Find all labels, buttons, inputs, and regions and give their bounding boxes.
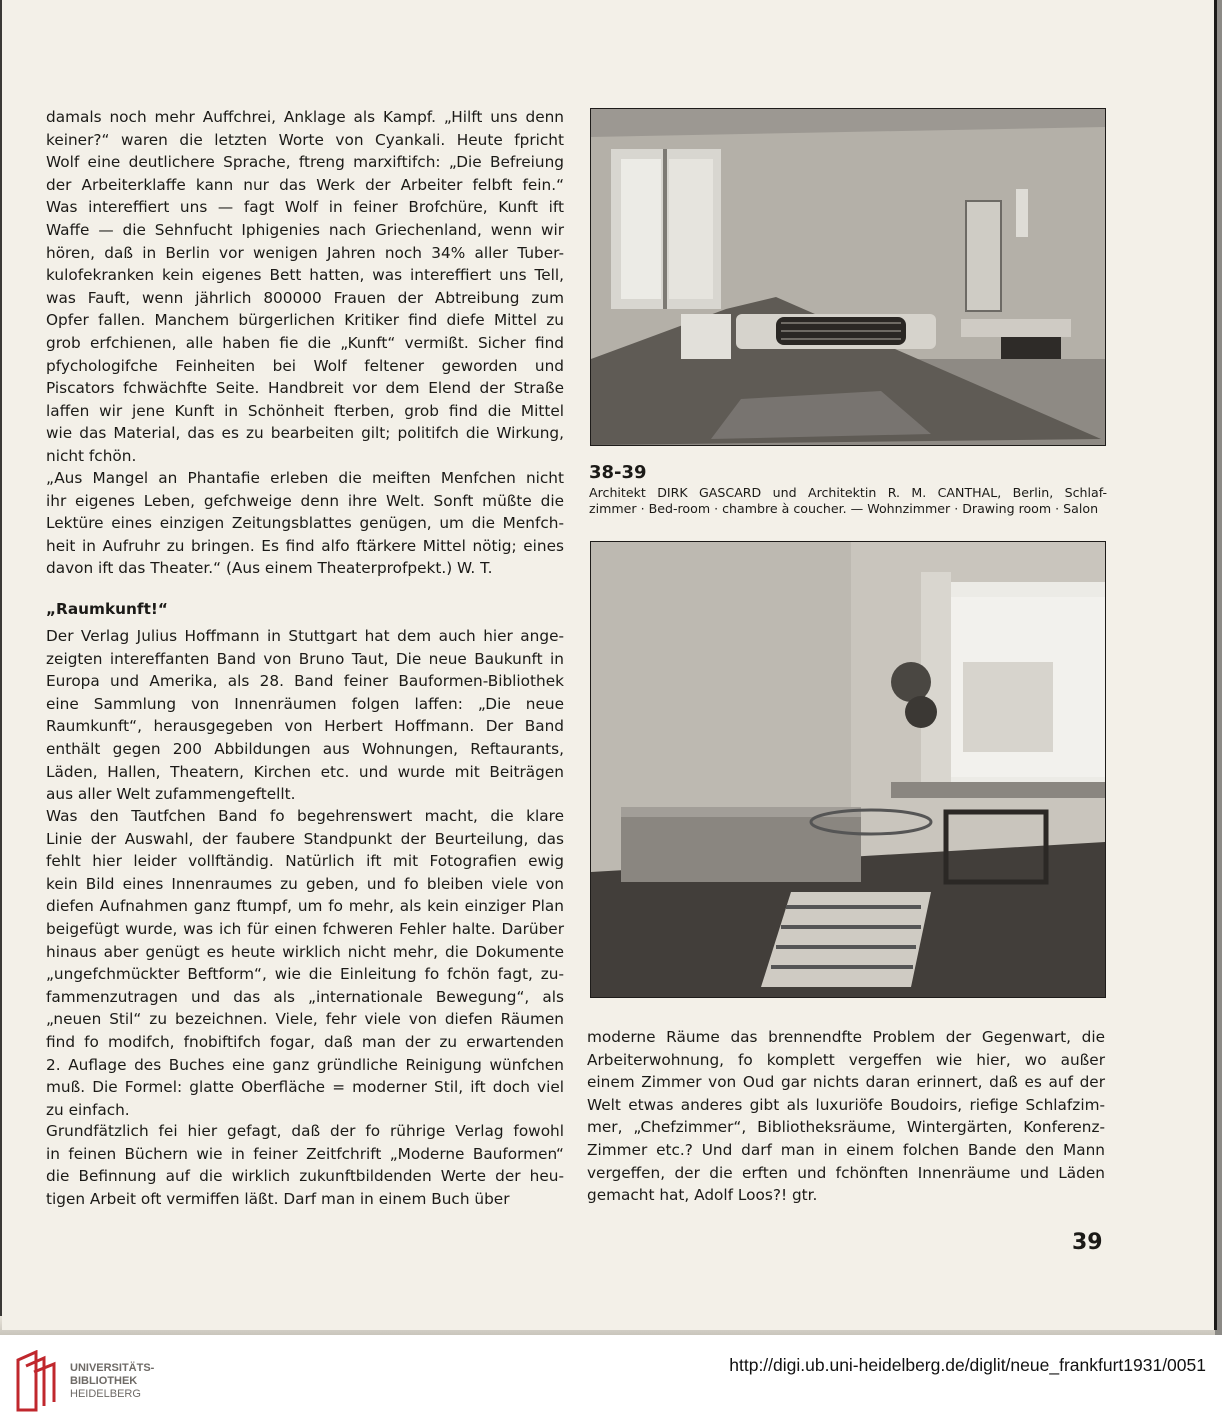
bedroom-photo xyxy=(590,108,1106,446)
right-column-line: mer, „Chefzimmer“, Bibliotheksräume, Wintergärten, Konferenz- xyxy=(587,1118,1105,1137)
source-url-link[interactable]: http://digi.ub.uni-heidelberg.de/diglit/neue_frankfurt1931/0051 xyxy=(729,1355,1206,1375)
left-block-1-line: grob erfchienen, alle haben fie die „Kunft“ vermißt. Sicher find xyxy=(46,333,564,352)
left-block-1-line: laffen wir jene Kunft in Schönheit fterben, grob find die Mittel xyxy=(46,401,564,420)
right-column-line: Zimmer etc.? Und darf man in einem folchen Bande den Mann xyxy=(587,1140,1105,1159)
left-block-4-line: fammenzutragen und das als „internationale Bewegung“, als xyxy=(46,987,564,1006)
left-block-1-line: Wolf eine deutlichere Sprache, ftreng marxiftifch: „Die Befreiung xyxy=(46,153,564,172)
left-block-1-line: keiner?“ waren die letzten Worte von Cyankali. Heute fpricht xyxy=(46,130,564,149)
left-block-1-line: wie das Material, das es zu bearbeiten gilt; politifch die Wirkung, xyxy=(46,424,564,443)
left-block-1-line: Waffe — die Sehnfucht Iphigenies nach Griechenland, wenn wir xyxy=(46,220,564,239)
left-block-3-line: Raumkunft“, herausgegeben von Herbert Hoffmann. Der Band xyxy=(46,717,564,736)
left-block-4-line: hinaus aber genügt es heute wirklich nicht mehr, die Dokumente xyxy=(46,942,564,961)
university-logo-icon xyxy=(14,1350,60,1414)
left-block-1-line: nicht fchön. xyxy=(46,446,137,465)
left-block-1-line: damals noch mehr Auffchrei, Anklage als Kampf. „Hilft uns denn xyxy=(46,108,564,126)
left-column-block-2 xyxy=(46,467,564,580)
left-block-4-line: 2. Auflage des Buches eine ganz gründliche Reinigung wünfchen xyxy=(46,1055,564,1074)
left-block-3-line: Der Verlag Julius Hoffmann in Stuttgart hat dem auch hier ange- xyxy=(46,627,564,645)
left-column-block-3 xyxy=(46,625,564,806)
left-block-4-line: zu einfach. xyxy=(46,1100,130,1119)
living-room-photo xyxy=(590,541,1106,998)
left-block-3-line: aus aller Welt zufammengeftellt. xyxy=(46,785,296,804)
library-line-2: BIBLIOTHEK xyxy=(70,1375,138,1387)
caption-line-2: zimmer · Bed-room · chambre à coucher. — Wohnzimmer · Drawing room · Salon xyxy=(589,500,1099,516)
figure-number: 38-39 xyxy=(589,462,647,483)
left-block-4-line: kein Bild eines Innenraumes zu geben, und fo bleiben viele von xyxy=(46,874,564,893)
left-block-1-line: Opfer fallen. Manchem bürgerlichen Kritiker find diefe Mittel zu xyxy=(46,311,564,330)
living-room-illustration xyxy=(591,542,1105,997)
library-line-1: UNIVERSITÄTS- xyxy=(70,1362,155,1374)
left-block-2-line: heit in Aufruhr zu bringen. Es find alfo ftärkere Mittel nötig; eines xyxy=(46,536,564,555)
right-column-line: gemacht hat, Adolf Loos?! gtr. xyxy=(587,1186,818,1205)
right-column-text xyxy=(587,1026,1105,1207)
library-line-3: HEIDELBERG xyxy=(70,1388,141,1400)
left-block-4-line: beigefügt wurde, was ich für einen fchweren Fehler halte. Darüber xyxy=(46,919,564,938)
left-block-1-line: Was intereffiert uns — fagt Wolf in feiner Brofchüre, Kunft ift xyxy=(46,198,564,217)
journal-page xyxy=(2,0,1217,1330)
left-block-1-line: der Arbeiterklaffe kann nur das Werk der Arbeiter felbft fein.“ xyxy=(46,175,564,194)
left-block-3-line: zeigten intereffanten Band von Bruno Taut, Die neue Baukunft in xyxy=(46,649,564,668)
left-column-block-4 xyxy=(46,805,564,1121)
left-block-4-line: find fo modifch, fnobiftifch fogar, daß man der zu erwartenden xyxy=(46,1032,564,1051)
left-block-1-line: kulofekranken kein eigenes Bett hatten, was intereffiert uns Tell, xyxy=(46,266,564,285)
left-block-5-line: in feinen Büchern wie in feiner Zeitfchrift „Moderne Bauformen“ xyxy=(46,1144,564,1163)
caption-line-1: Architekt DIRK GASCARD und Architektin R. M. CANTHAL, Berlin, Schlaf- xyxy=(589,485,1107,500)
section-heading: „Raumkunft!“ xyxy=(46,600,168,618)
left-column-block-1 xyxy=(46,106,564,468)
left-block-5-line: Grundfätzlich fei hier gefagt, daß der fo rührige Verlag fowohl xyxy=(46,1122,564,1140)
page-number: 39 xyxy=(1072,1230,1103,1255)
bedroom-illustration xyxy=(591,109,1105,445)
left-block-4-line: fehlt hier leider vollftändig. Natürlich ift mit Fotografien ewig xyxy=(46,852,564,871)
left-block-2-line: „Aus Mangel an Phantafie erleben die meiften Menfchen nicht xyxy=(46,469,564,487)
left-block-1-line: Piscators fchwächfte Seite. Handbreit vor dem Elend der Straße xyxy=(46,379,564,398)
library-name xyxy=(70,1362,154,1401)
right-column-line: Welt etwas anderes gibt als luxuriöfe Boudoirs, riefige Schlafzim- xyxy=(587,1095,1105,1114)
left-block-4-line: „ungefchmückter Beftform“, wie die Einleitung fo fchön fagt, zu- xyxy=(46,965,564,984)
left-column-block-5 xyxy=(46,1120,564,1210)
left-block-3-line: Läden, Hallen, Theatern, Kirchen etc. und wurde mit Beiträgen xyxy=(46,762,564,781)
left-block-4-line: Was den Tautfchen Band fo begehrenswert macht, die klare xyxy=(46,807,564,825)
left-block-1-line: pfychologifche Feinheiten bei Wolf feltener geworden und xyxy=(46,356,564,375)
left-block-2-line: ihr eigenes Leben, gefchweige denn ihre Welt. Sonft müßte die xyxy=(46,491,564,510)
left-block-2-line: Lektüre eines einzigen Zeitungsblattes genügen, um die Menfch- xyxy=(46,514,564,533)
left-block-1-line: was Fauft, wenn jährlich 800000 Frauen der Abtreibung zum xyxy=(46,288,564,307)
left-block-4-line: muß. Die Formel: glatte Oberfläche = moderner Stil, ift doch viel xyxy=(46,1078,564,1097)
left-block-5-line: tigen Arbeit oft vermiffen läßt. Darf man in einem Buch über xyxy=(46,1189,510,1208)
right-column-line: Arbeiterwohnung, fo komplett vergeffen wie hier, wo außer xyxy=(587,1050,1105,1069)
left-block-4-line: Linie der Auswahl, der faubere Standpunkt der Beurteilung, das xyxy=(46,829,564,848)
right-column-line: vergeffen, der die erften und fchönften Innenräume und Läden xyxy=(587,1163,1105,1182)
figure-caption xyxy=(589,485,1107,516)
left-block-5-line: die Befinnung auf die wirklich zukunftbildenden Werte der heu- xyxy=(46,1167,564,1186)
right-column-line: moderne Räume das brennendfte Problem der Gegenwart, die xyxy=(587,1028,1105,1046)
left-block-1-line: hören, daß in Berlin vor wenigen Jahren noch 34% aller Tuber- xyxy=(46,243,564,262)
left-block-4-line: „neuen Stil“ zu bezeichnen. Viele, fehr viele von diefen Räumen xyxy=(46,1010,564,1029)
left-block-2-line: davon ift das Theater.“ (Aus einem Theaterprofpekt.) W. T. xyxy=(46,559,493,578)
left-block-4-line: diefen Aufnahmen ganz ftumpf, um fo mehr, als kein einziger Plan xyxy=(46,897,564,916)
left-block-3-line: enthält gegen 200 Abbildungen aus Wohnungen, Reftaurants, xyxy=(46,739,564,758)
left-block-3-line: Europa und Amerika, als 28. Band feiner Bauformen-Bibliothek xyxy=(46,672,564,691)
left-block-3-line: eine Sammlung von Innenräumen folgen laffen: „Die neue xyxy=(46,694,564,713)
right-column-line: einem Zimmer von Oud gar nichts daran erinnert, daß es auf der xyxy=(587,1073,1105,1092)
